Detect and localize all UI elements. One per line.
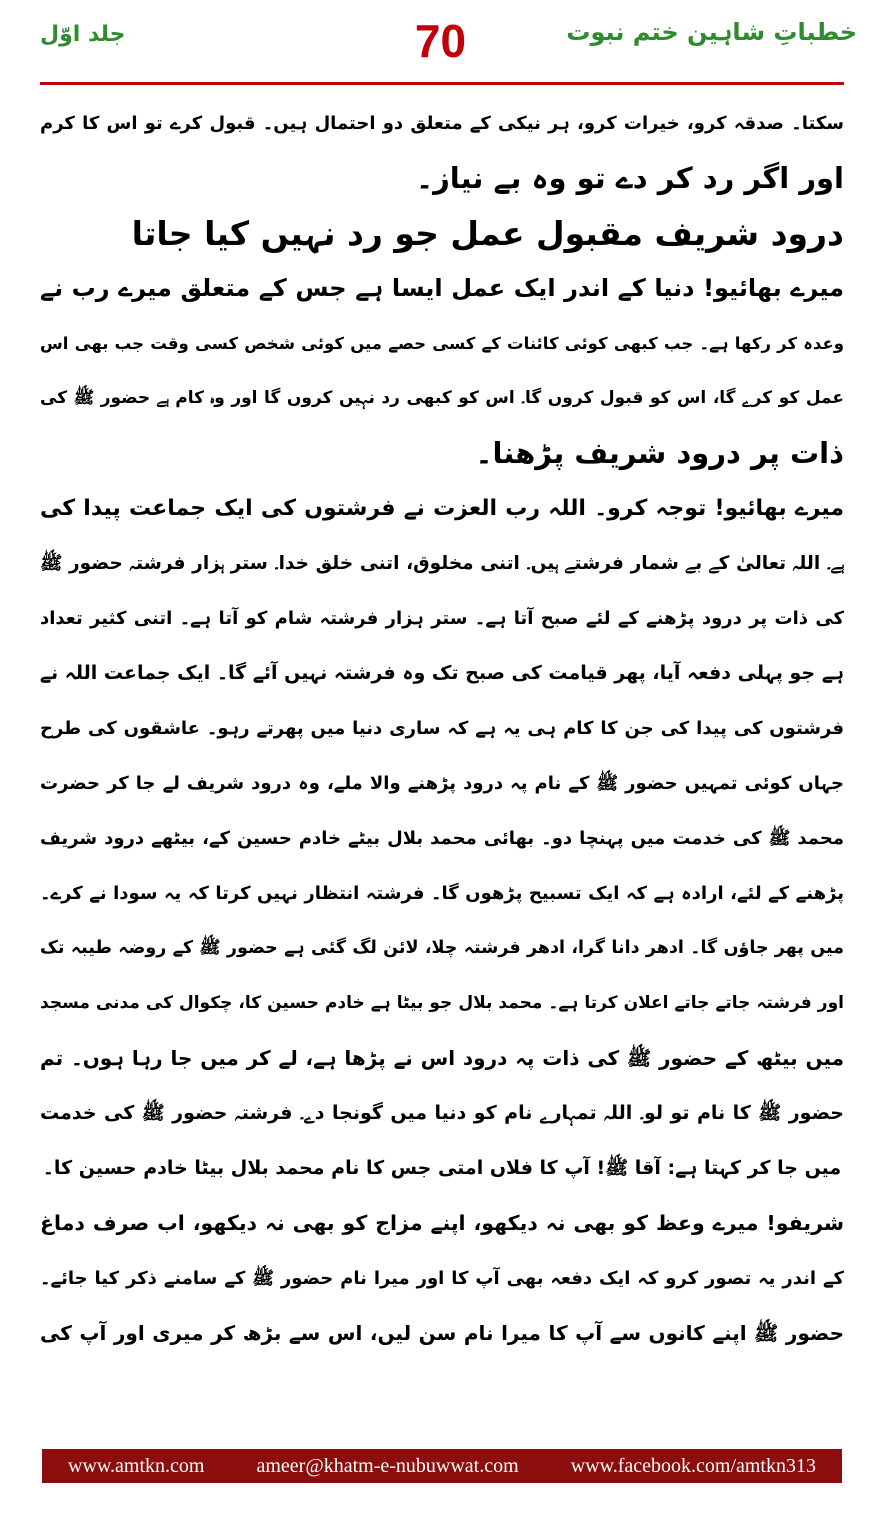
text-line: میرے بھائیو! توجہ کرو۔ اللہ رب العزت نے فرشتوں کی ایک جماعت پیدا کی: [40, 496, 844, 521]
text-line: اور اگر رد کر دے تو وہ بے نیاز۔: [416, 161, 844, 195]
facebook-link[interactable]: www.facebook.com/amtkn313: [570, 1454, 816, 1477]
text-line: حضور ﷺ کا نام تو لو۔ اللہ تمہارے نام کو دنیا میں گونجا دے۔ فرشتہ حضور ﷺ کی خدمت: [40, 1102, 844, 1124]
header-divider: [40, 82, 844, 85]
text-line: میں جا کر کہتا ہے: آقا ﷺ! آپ کا فلاں امتی جس کا نام محمد بلال بیٹا خادم حسین کا۔: [42, 1157, 842, 1179]
text-line: سکتا۔ صدقہ کرو، خیرات کرو، ہر نیکی کے متعلق دو احتمال ہیں۔ قبول کرے تو اس کا کرم: [40, 113, 844, 134]
section-heading: درود شریف مقبول عمل جو رد نہیں کیا جاتا: [131, 214, 844, 253]
page-footer: [42, 1449, 842, 1483]
text-line: شریفو! میرے وعظ کو بھی نہ دیکھو، اپنے مزاج کو بھی نہ دیکھو، اب صرف دماغ: [40, 1211, 844, 1235]
text-line: کی ذات پر درود پڑھنے کے لئے صبح آتا ہے۔ ستر ہزار فرشتہ شام کو آتا ہے۔ اتنی کثیر تعداد: [40, 608, 844, 629]
text-line: جہاں کوئی تمہیں حضور ﷺ کے نام پہ درود پڑھنے والا ملے، وہ درود شریف لے جا کر حضرت: [40, 773, 844, 794]
text-line: ذات پر درود شریف پڑھنا۔: [475, 436, 844, 470]
text-line: حضور ﷺ اپنے کانوں سے آپ کا میرا نام سن لیں، اس سے بڑھ کر میری اور آپ کی: [40, 1321, 844, 1345]
text-line: میں پھر جاؤں گا۔ ادھر دانا گرا، ادھر فرشتہ چلا، لائن لگ گئی ہے حضور ﷺ کے روضہ طیبہ تک: [40, 938, 844, 958]
website-link[interactable]: www.amtkn.com: [68, 1454, 205, 1477]
volume-label: جلد اوّل: [40, 22, 126, 47]
text-line: پڑھنے کے لئے، ارادہ ہے کہ ایک تسبیح پڑھوں گا۔ فرشتہ انتظار نہیں کرتا کہ یہ سودا نے کرے۔: [40, 883, 844, 904]
text-line: وعدہ کر رکھا ہے۔ جب کبھی کوئی کائنات کے کسی حصے میں کوئی شخص کسی وقت جب بھی اس: [40, 334, 844, 353]
page-header: [0, 0, 881, 80]
text-line: محمد ﷺ کی خدمت میں پہنچا دو۔ بھائی محمد بلال بیٹے خادم حسین کے، بیٹھے درود شریف: [40, 828, 844, 849]
text-line: فرشتوں کی پیدا کی جن کا کام ہی یہ ہے کہ ساری دنیا میں پھرتے رہو۔ عاشقوں کی طرح: [40, 718, 844, 739]
text-line: میرے بھائیو! دنیا کے اندر ایک عمل ایسا ہے جس کے متعلق میرے رب نے: [40, 274, 844, 302]
text-line: ہے جو پہلی دفعہ آیا، پھر قیامت کی صبح تک وہ فرشتہ نہیں آئے گا۔ ایک جماعت اللہ نے: [40, 662, 844, 684]
page-body: [40, 96, 844, 1426]
email-link[interactable]: ameer@khatm-e-nubuwwat.com: [256, 1454, 519, 1477]
book-title: خطباتِ شاہین ختم نبوت: [566, 18, 857, 46]
text-line: ہے۔ اللہ تعالیٰ کے بے شمار فرشتے ہیں۔ اتنی مخلوق، اتنی خلق خدا۔ ستر ہزار فرشتہ حضور ﷺ: [40, 553, 844, 574]
text-line: عمل کو کرے گا، اس کو قبول کروں گا۔ اس کو کبھی رد نہیں کروں گا اور وہ کام ہے حضور ﷺ کی: [40, 388, 844, 408]
text-line: کے اندر یہ تصور کرو کہ ایک دفعہ بھی آپ کا اور میرا نام حضور ﷺ کے سامنے ذکر کیا جائے۔: [40, 1268, 844, 1289]
text-line: اور فرشتہ جاتے جاتے اعلان کرتا ہے۔ محمد بلال جو بیٹا ہے خادم حسین کا، چکوال کی مدنی مسجد: [40, 993, 844, 1013]
page-number: 70: [414, 15, 467, 67]
text-line: میں بیٹھ کے حضور ﷺ کی ذات پہ درود اس نے پڑھا ہے، لے کر میں جا رہا ہوں۔ تم: [40, 1046, 844, 1070]
